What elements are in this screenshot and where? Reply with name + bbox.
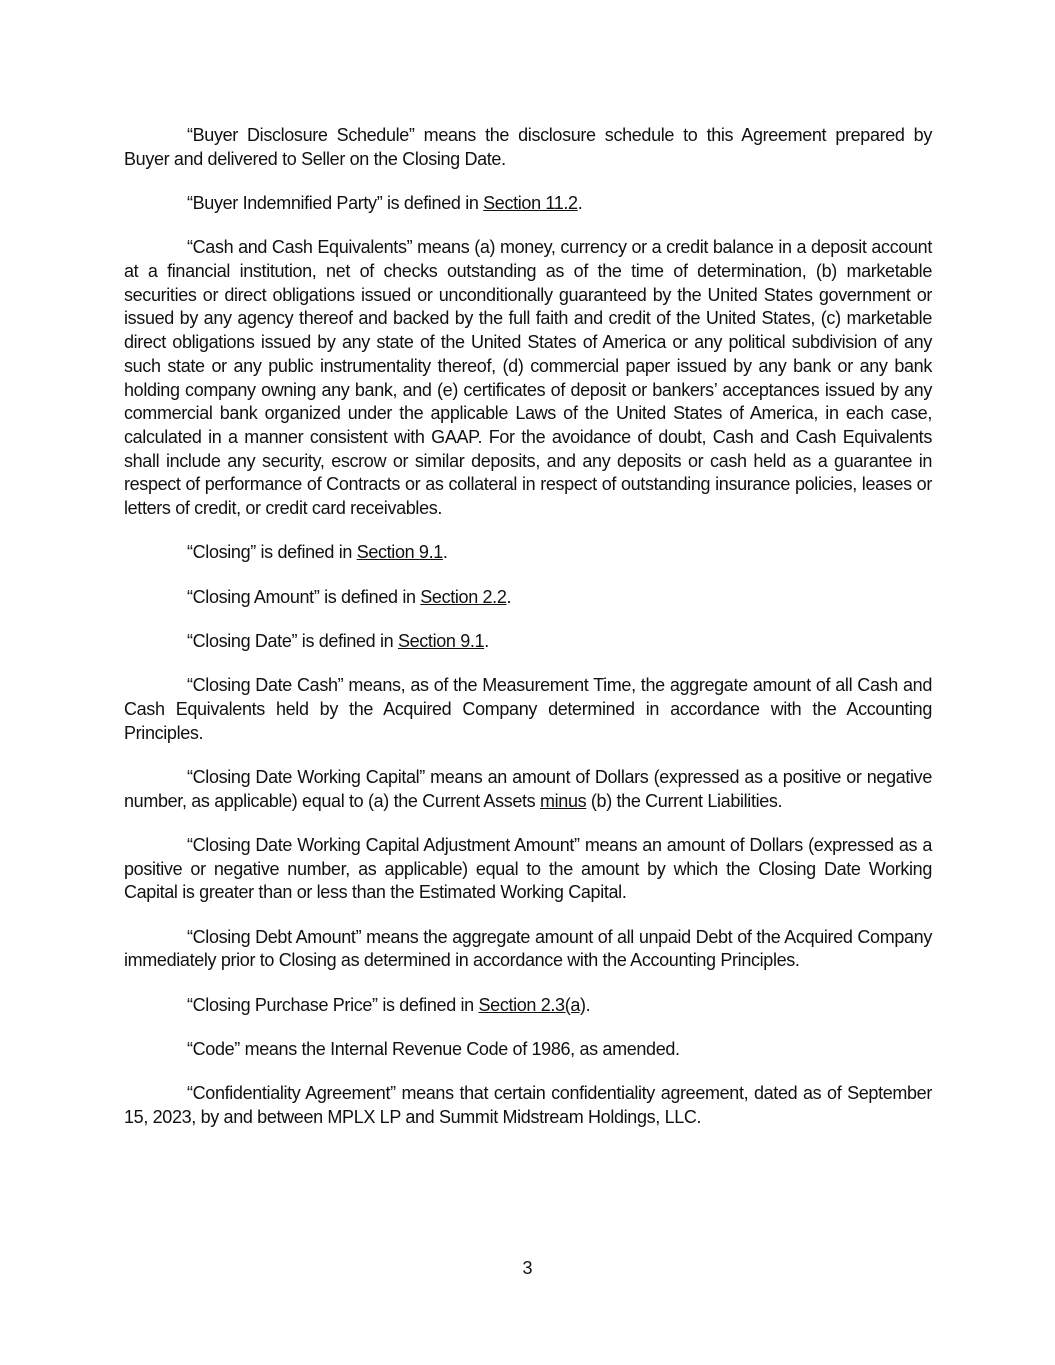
- page-number: 3: [522, 1258, 533, 1278]
- definition-text: “Closing Debt Amount” means the aggregate amount of all unpaid Debt of the Acquired Company immediately prior to Closing as determined in accordance with the Accounting Principles.: [124, 926, 932, 971]
- section-reference: Section 9.1: [356, 542, 443, 563]
- definition-text: “Confidentiality Agreement” means that certain confidentiality agreement, dated as of September 15, 2023, by and between MPLX LP and Summit Midstream Holdings, LLC.: [124, 1083, 932, 1127]
- definition-confidentiality-agreement: [124, 1082, 932, 1129]
- definition-closing-date: [124, 630, 932, 654]
- section-reference: Section 2.3(a): [478, 994, 586, 1015]
- definition-closing-date-working-capital: [124, 766, 932, 813]
- definition-code: [124, 1038, 932, 1062]
- definition-closing-debt-amount: [124, 926, 932, 973]
- definition-closing-purchase-price: [124, 994, 932, 1018]
- section-reference: Section 9.1: [397, 630, 485, 651]
- definition-text: “Buyer Disclosure Schedule” means the disclosure schedule to this Agreement prepared by Buyer and delivered to Seller on the Closing Date.: [124, 125, 932, 169]
- definition-text: “Closing” is defined in: [187, 542, 357, 563]
- definition-text: .: [577, 193, 583, 213]
- definition-text: “Code” means the Internal Revenue Code of 1986, as amended.: [187, 1038, 680, 1059]
- definition-text: “Closing Date” is defined in: [187, 630, 398, 651]
- definition-text: .: [585, 994, 591, 1015]
- definition-text: “Closing Date Working Capital” means an amount of Dollars (expressed as a positive or negative number, as applicable) equal to (a) the Current Assets: [124, 766, 932, 811]
- section-reference: Section 2.2: [420, 586, 507, 607]
- definition-text: .: [484, 630, 489, 651]
- definition-text: “Closing Date Cash” means, as of the Measurement Time, the aggregate amount of all Cash and Cash Equivalents held by the Acquired Company determined in accordance with the Accounting Principles.: [124, 675, 932, 743]
- definition-text: “Closing Purchase Price” is defined in: [187, 994, 479, 1015]
- definition-text: .: [442, 542, 448, 563]
- definition-cash-and-cash-equivalents: [124, 236, 932, 520]
- definition-text: “Closing Date Working Capital Adjustment Amount” means an amount of Dollars (expressed as a positive or negative number, as applicable) equal to the amount by which the Closing Date Working Capital is greater than or less than the Estimated Working Capital.: [124, 834, 932, 903]
- definition-buyer-indemnified-party: [124, 192, 932, 216]
- definition-closing-amount: [124, 586, 932, 610]
- definition-text: .: [506, 586, 512, 607]
- definition-text: “Buyer Indemnified Party” is defined in: [187, 193, 484, 213]
- definition-buyer-disclosure-schedule: [124, 124, 932, 171]
- definition-closing-date-working-capital-adjustment-amount: [124, 834, 932, 905]
- section-reference: minus: [540, 790, 587, 811]
- definition-closing-date-cash: [124, 674, 932, 745]
- definition-closing: [124, 541, 932, 565]
- definition-text: (b) the Current Liabilities.: [586, 790, 783, 811]
- definition-text: “Closing Amount” is defined in: [187, 586, 421, 607]
- definition-text: “Cash and Cash Equivalents” means (a) money, currency or a credit balance in a deposit account at a financial institution, net of checks outstanding as of the time of determination, (b) marketable securities or direct obligations issued or unconditionally guaranteed by the United States government or issued by any agency thereof and backed by the full faith and credit of the United States, (c) marketable direct obligations issued by any state of the United States of America or any political subdivision of any such state or any public instrumentality thereof, (d) commercial paper issued by any bank or any bank holding company owning any bank, and (e) certificates of deposit or bankers’ acceptances issued by any commercial bank organized under the applicable Laws of the United States of America, in each case, calculated in a manner consistent with GAAP. For the avoidance of doubt, Cash and Cash Equivalents shall include any security, escrow or similar deposits, and any deposits or cash held as a guarantee in respect of performance of Contracts or as collateral in respect of outstanding insurance policies, leases or letters of credit, or credit card receivables.: [124, 237, 932, 519]
- definitions-body: [124, 124, 932, 1150]
- section-reference: Section 11.2: [483, 193, 578, 213]
